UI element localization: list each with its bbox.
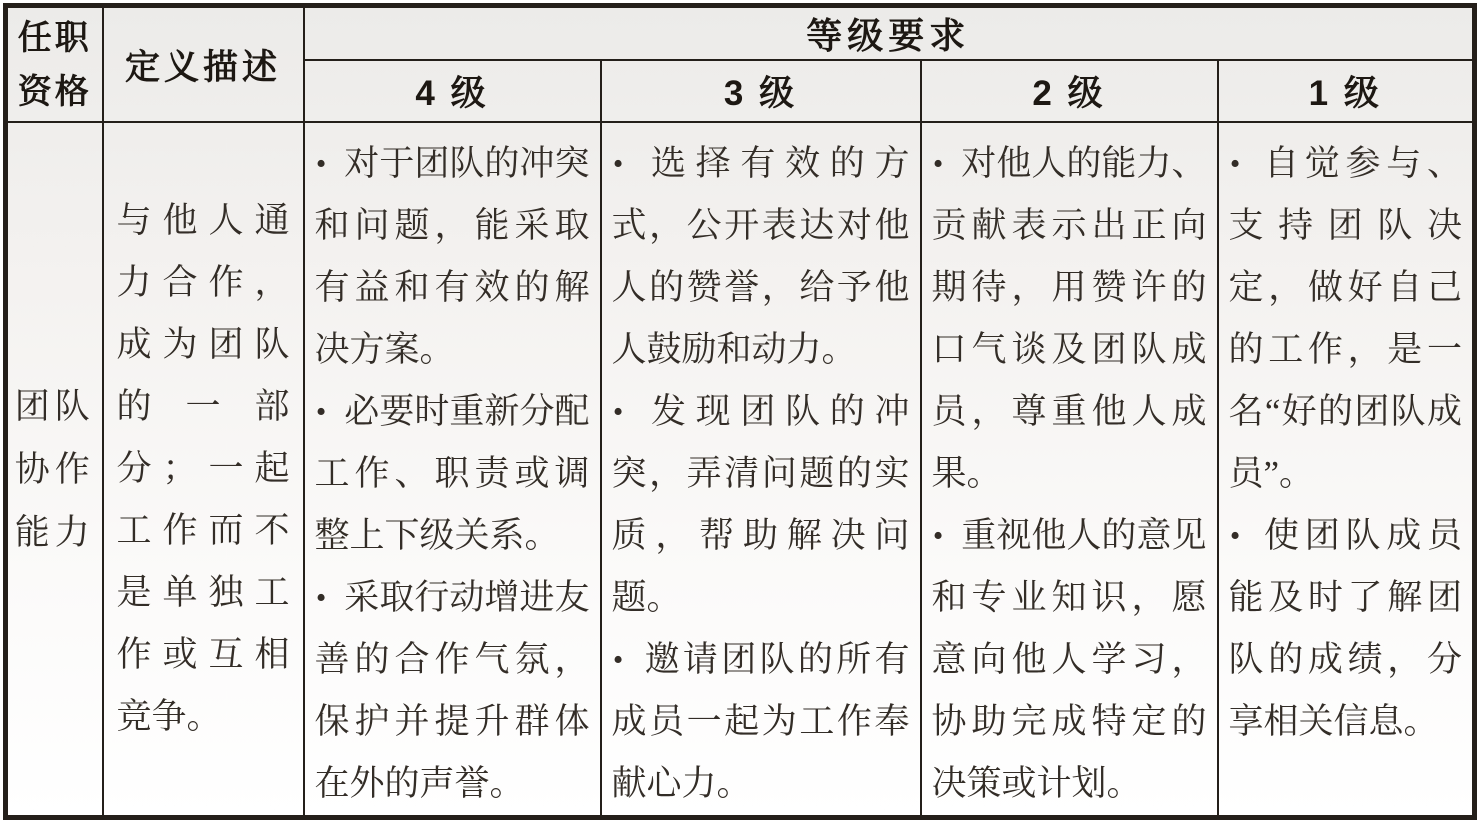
bullet-icon: • — [612, 395, 623, 429]
definition-cell: 与他人通力合作，成为团队的一部分；一起工作而不是单独工作或互相竞争。 — [103, 122, 304, 818]
qualification-cell: 团队协作能力 — [6, 122, 103, 818]
bullet-icon: • — [315, 581, 326, 615]
bullet-icon: • — [315, 395, 326, 429]
bullet-icon: • — [315, 147, 326, 181]
bullet-icon: • — [612, 147, 623, 181]
level-4-cell — [304, 122, 601, 818]
bullet-item: • 邀请团队的所有成员一起为工作奉献心力。 — [612, 629, 910, 815]
bullet-item: • 必要时重新分配工作、职责或调整上下级关系。 — [315, 381, 590, 567]
bullet-item: • 选择有效的方式，公开表达对他人的赞誉，给予他人鼓励和动力。 — [612, 133, 910, 381]
bullet-icon: • — [1229, 519, 1240, 553]
bullet-item: • 对于团队的冲突和问题，能采取有益和有效的解决方案。 — [315, 133, 590, 381]
level-1-cell — [1218, 122, 1475, 818]
competency-row — [6, 122, 1475, 818]
header-level-4: 4 级 — [304, 60, 601, 122]
competency-rating-table — [3, 3, 1477, 820]
bullet-item: • 对他人的能力、贡献表示出正向期待，用赞许的口气谈及团队成员，尊重他人成果。 — [932, 133, 1207, 505]
bullet-icon: • — [932, 519, 943, 553]
level-2-cell — [921, 122, 1218, 818]
header-level-3: 3 级 — [601, 60, 921, 122]
header-qualification: 任职资格 — [6, 6, 103, 123]
bullet-item: • 重视他人的意见和专业知识，愿意向他人学习，协助完成特定的决策或计划。 — [932, 505, 1207, 815]
bullet-icon: • — [932, 147, 943, 181]
header-level-2: 2 级 — [921, 60, 1218, 122]
bullet-icon: • — [1229, 147, 1240, 181]
header-row-top — [6, 6, 1475, 61]
bullet-icon: • — [612, 643, 623, 677]
bullet-item: • 使团队成员能及时了解团队的成绩，分享相关信息。 — [1229, 505, 1463, 753]
bullet-item: • 采取行动增进友善的合作气氛，保护并提升群体在外的声誉。 — [315, 567, 590, 815]
header-level-1: 1 级 — [1218, 60, 1475, 122]
bullet-item: • 自觉参与、支持团队决定，做好自己的工作，是一名“好的团队成员”。 — [1229, 133, 1463, 505]
bullet-item: • 发现团队的冲突，弄清问题的实质，帮助解决问题。 — [612, 381, 910, 629]
level-3-cell — [601, 122, 921, 818]
header-definition: 定义描述 — [103, 6, 304, 123]
header-level-requirements: 等级要求 — [304, 6, 1475, 61]
